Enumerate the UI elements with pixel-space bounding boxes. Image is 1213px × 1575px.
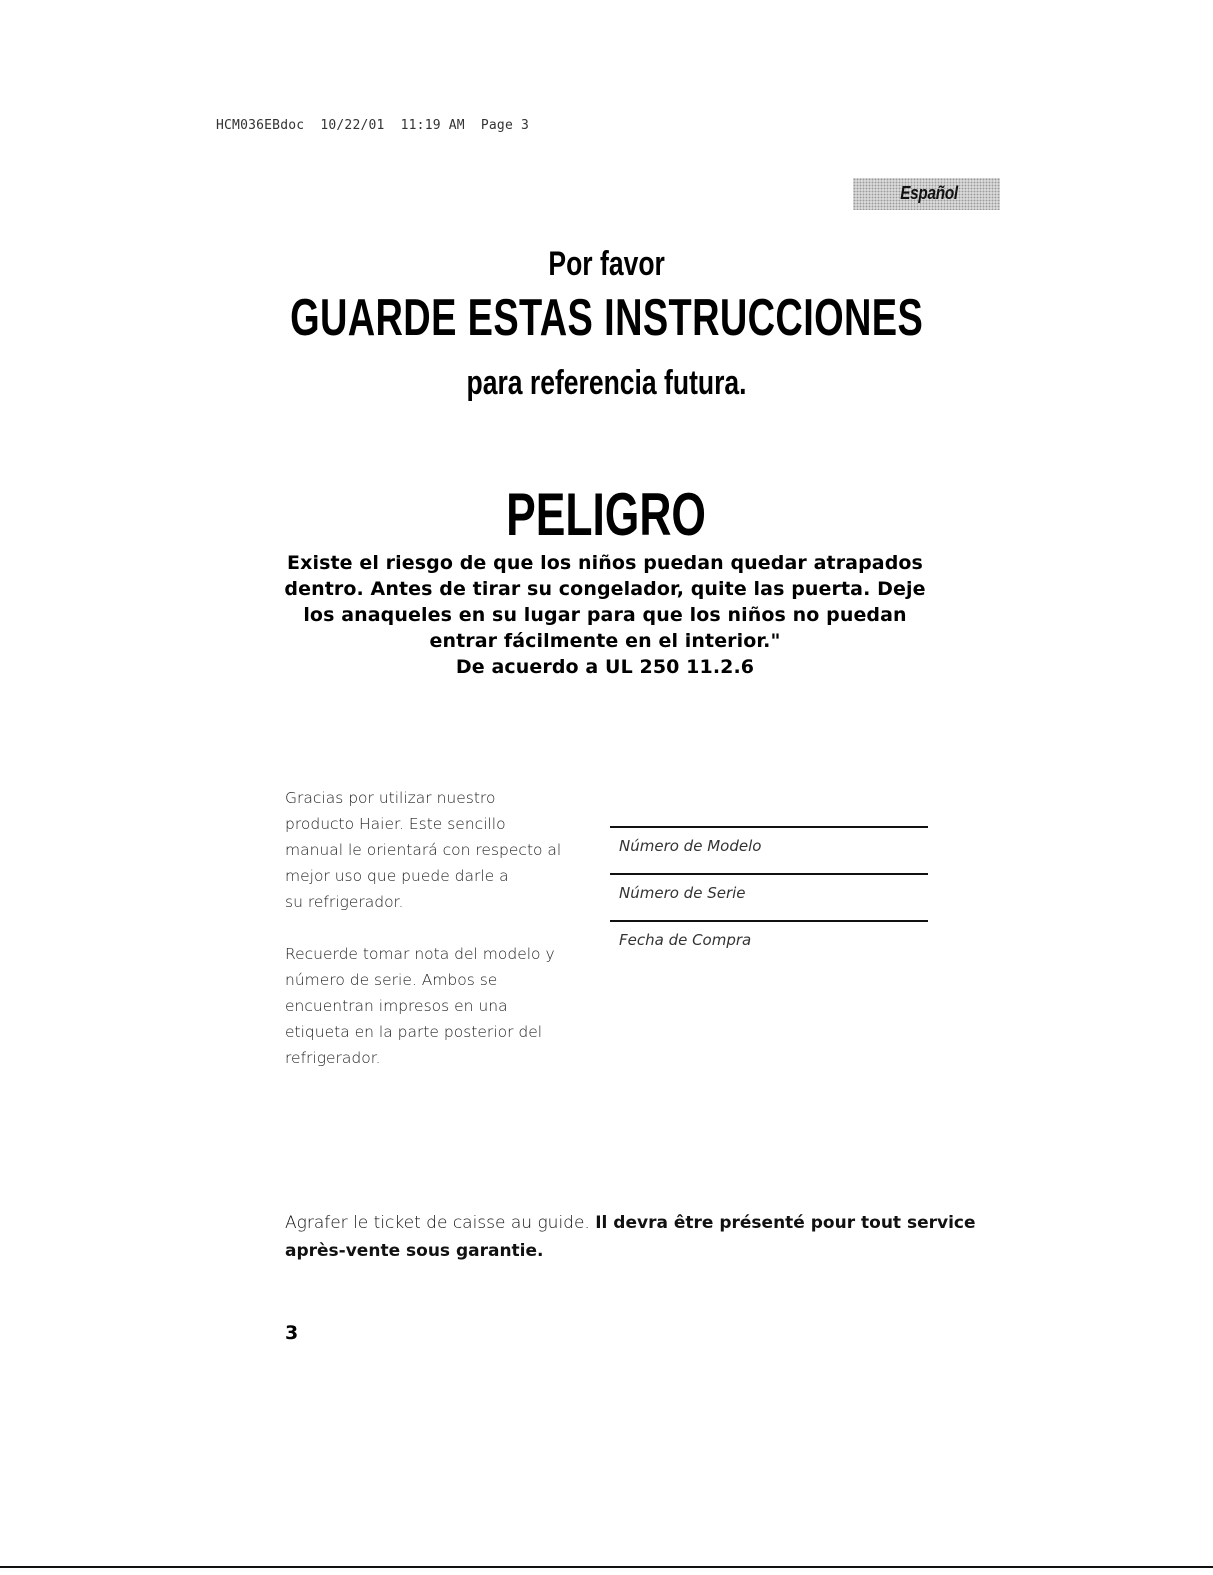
intro-line: producto Haier. Este sencillo [285, 815, 506, 833]
intro-line: mejor uso que puede darle a [285, 867, 509, 885]
intro-text [285, 785, 605, 1097]
intro-paragraph-thanks [285, 785, 605, 915]
warning-line: dentro. Antes de tirar su congelador, quite las puerta. Deje [284, 578, 926, 600]
title-peligro [0, 480, 1213, 549]
intro-line: número de serie. Ambos se [285, 971, 498, 989]
danger-warning [240, 550, 970, 680]
intro-paragraph-record [285, 941, 605, 1071]
serial-number-field: Número de Serie [610, 873, 928, 918]
receipt-note-normal: Agrafer le ticket de caisse au guide. [285, 1213, 596, 1233]
intro-line: su refrigerador. [285, 893, 404, 911]
intro-line: refrigerador. [285, 1049, 381, 1067]
intro-line: Gracias por utilizar nuestro [285, 789, 496, 807]
language-tab [853, 178, 1000, 210]
record-fields [610, 826, 928, 967]
title-guarde-text: GUARDE ESTAS INSTRUCCIONES [289, 289, 924, 347]
title-para-referencia [0, 364, 1213, 403]
receipt-note [285, 1209, 985, 1265]
language-tab-label: Español [900, 183, 958, 203]
warning-line: los anaqueles en su lugar para que los niños no puedan [303, 604, 907, 626]
model-number-field: Número de Modelo [610, 826, 928, 871]
intro-line: encuentran impresos en una [285, 997, 508, 1015]
title-por-favor [0, 245, 1213, 284]
purchase-date-field: Fecha de Compra [610, 920, 928, 965]
intro-line: manual le orientará con respecto al [285, 841, 562, 859]
warning-line: entrar fácilmente en el interior." [429, 630, 781, 652]
title-para-text: para referencia futura. [466, 364, 747, 402]
page-number: 3 [285, 1322, 299, 1344]
print-header: HCM036EBdoc 10/22/01 11:19 AM Page 3 [216, 118, 530, 133]
intro-line: etiqueta en la parte posterior del [285, 1023, 543, 1041]
receipt-note-bold: Il devra être présenté pour tout service après-vente sous garantie. [285, 1213, 976, 1261]
warning-line: Existe el riesgo de que los niños puedan quedar atrapados [287, 552, 923, 574]
title-por-favor-text: Por favor [548, 245, 665, 283]
warning-line: De acuerdo a UL 250 11.2.6 [455, 656, 755, 678]
title-peligro-text: PELIGRO [506, 481, 707, 548]
bottom-rule [0, 1566, 1213, 1568]
title-guarde-instrucciones [0, 288, 1213, 348]
intro-line: Recuerde tomar nota del modelo y [285, 945, 555, 963]
